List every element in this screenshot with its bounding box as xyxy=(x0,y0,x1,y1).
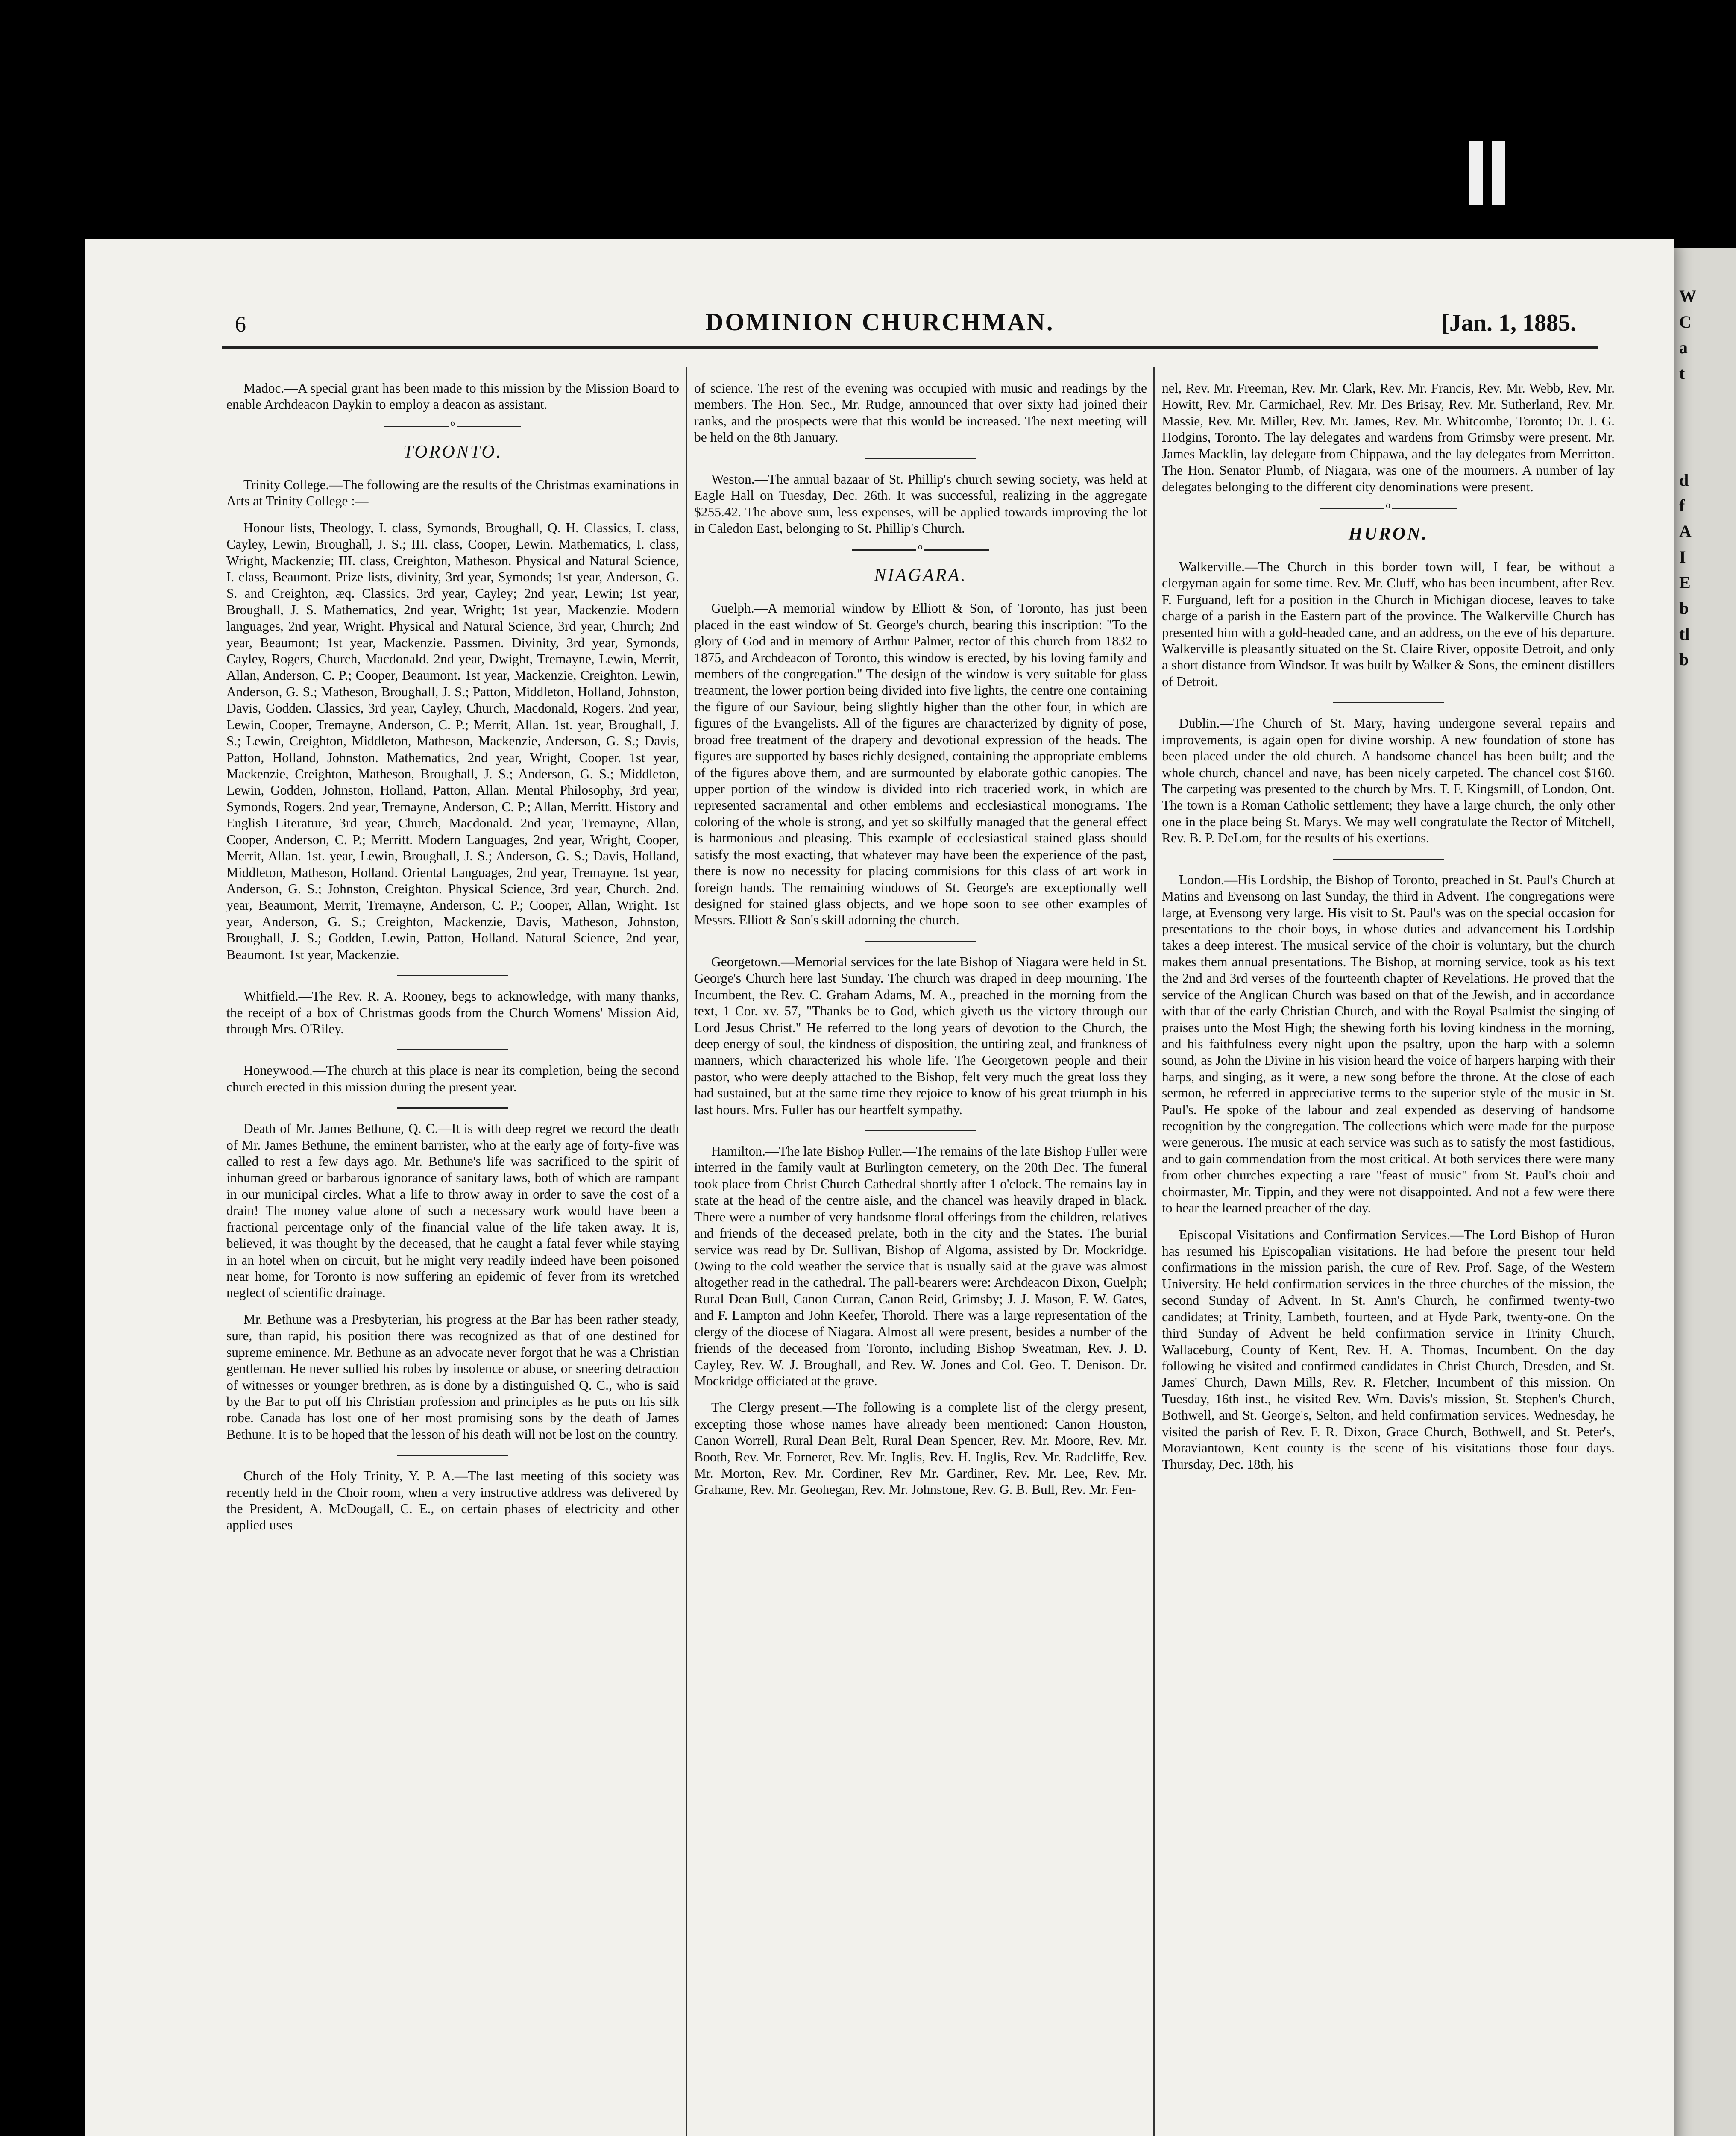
edge-letter: a xyxy=(1679,338,1688,357)
article-trinity-intro: Trinity College.—The following are the results of the Christmas examinations in Arts at Trinity College :— xyxy=(226,477,679,509)
article-separator xyxy=(1333,702,1444,703)
newspaper-page xyxy=(85,239,1674,2136)
crop-mark-bar xyxy=(1492,141,1505,205)
edge-letter: b xyxy=(1679,650,1689,669)
edge-letter: f xyxy=(1679,496,1685,515)
header-rule xyxy=(222,346,1598,349)
edge-letter: E xyxy=(1679,573,1691,592)
article-weston: Weston.—The annual bazaar of St. Phillip's church sewing society, was held at Eagle Hall on Tuesday, Dec. 26th. It was successful, realizing in the aggregate $255.42. The above sum, less expenses, will be applied towards improving the lot in Caledon East, belonging to St. Phillip's Church. xyxy=(694,471,1147,536)
article-separator xyxy=(865,1130,976,1131)
edge-letter: I xyxy=(1679,547,1686,566)
edge-letter: C xyxy=(1679,312,1692,332)
article-episcopal-visitations: Episcopal Visitations and Confirmation Services.—The Lord Bishop of Huron has resumed his Episcopalian visitations. He had before the present tour held confirmations in the mission parish, the cure of Rev. Prof. Sage, of the Western University. He held confirmation services in the three churches of the mission, the second Sunday of Advent. In St. Ann's Church, he confirmed twenty-two candidates; at Trinity, Lambeth, fourteen, and at Hyde Park, twenty-one. On the third Sunday of Advent he held confirmation service in Trinity Church, Wallaceburg, County of Kent, Rev. H. A. Thomas, Incumbent. On the day following he visited and confirmed candidates in Christ Church, Dresden, and St. James' Church, Dawn Mills, Rev. R. Fletcher, Incumbent of this mission. On Tuesday, 16th inst., he visited Rev. Wm. Davis's mission, St. Stephen's Church, Bothwell, and St. George's, Selton, and held confirmation services. Wednesday, he visited the parish of Rev. F. R. Dixon, Grace Church, Bothwell, and St. Peter's, Moraviantown, Kent county is the scene of his visitations those four days. Thursday, Dec. 18th, his xyxy=(1162,1227,1615,1472)
article-separator xyxy=(397,1049,508,1050)
edge-letter: tl xyxy=(1679,624,1690,643)
page-number: 6 xyxy=(235,312,246,337)
edge-letter: b xyxy=(1679,599,1689,618)
article-walkerville: Walkerville.—The Church in this border town will, I fear, be without a clergyman again for some time. Rev. Mr. Cluff, who has been incumbent, after Rev. F. Furguand, left for a position in the Church in Michigan diocese, leaves to take charge of a parish in the Eastern part of the province. The Walkerville Church has presented him with a gold-headed cane, and an address, on the eve of his departure. Walkerville is pleasantly situated on the St. Claire River, opposite Detroit, and only a short distance from Windsor. It was built by Walker & Sons, the eminent distillers of Detroit. xyxy=(1162,559,1615,689)
article-separator xyxy=(865,941,976,942)
article-dublin: Dublin.—The Church of St. Mary, having undergone several repairs and improvements, is again open for divine worship. A new foundation of stone has been placed under the old church. A handsome chancel has been built; and the whole church, chancel and nave, has been nicely carpeted. The chancel cost $160. The carpeting was presented to the church by Mrs. T. F. Kingsmill, of London, Ont. The town is a Roman Catholic settlement; they have a large church, the only other one in the place being St. Marys. We may well congratulate the Rector of Mitchell, Rev. B. P. DeLom, for the results of his exertions. xyxy=(1162,716,1615,846)
column-divider xyxy=(686,367,687,2136)
crop-mark-bar xyxy=(1469,141,1483,205)
issue-date: [Jan. 1, 1885. xyxy=(1441,310,1576,336)
section-heading-huron: HURON. xyxy=(1348,524,1428,544)
column-divider xyxy=(1153,367,1155,2136)
adjacent-page-edge xyxy=(1668,248,1736,2136)
article-separator xyxy=(397,1455,508,1456)
article-separator xyxy=(865,458,976,459)
article-separator xyxy=(397,1107,508,1109)
edge-letter: A xyxy=(1679,522,1692,541)
section-heading-toronto: TORONTO. xyxy=(403,442,503,462)
section-separator xyxy=(852,549,989,551)
article-bethune-career: Mr. Bethune was a Presbyterian, his progress at the Bar has been rather steady, sure, than rapid, his position there was recognized as that of one destined for supreme eminence. Mr. Bethune as an advocate never forgot that he was a Christian gentleman. He never sullied his robes by insolence or abuse, or sneering detraction of witnesses or younger brethren, as is done by a distinguished Q. C., who is said by the Bar to put off his Christian profession and principles as he puts on his silk robe. Canada has lost one of her most promising sons by the death of James Bethune. It is to be hoped that the lesson of his death will not be lost on the country. xyxy=(226,1312,679,1442)
article-separator xyxy=(1333,859,1444,860)
column-1 xyxy=(226,380,679,2136)
section-separator xyxy=(384,426,521,427)
article-holy-trinity: Church of the Holy Trinity, Y. P. A.—The last meeting of this society was recently held in the Choir room, when a very instructive address was delivered by the President, A. McDougall, C. E., on certain phases of electricity and other applied uses xyxy=(226,1468,679,1533)
top-crop-marks xyxy=(1469,141,1505,205)
article-trinity-results: Honour lists, Theology, I. class, Symonds, Broughall, Q. H. Classics, I. class, Cayley, Lewin, Broughall, J. S.; III. class, Cooper, Lewin. Mathematics, I. class, Wright, Mackenzie; III. class, Creighton, Matheson. Physical and Natural Science, I. class, Beaumont. Prize lists, divinity, 3rd year, Symonds; 1st year, Anderson, G. S. and Creighton, æq. Classics, 3rd year, Cayley; 2nd year, Lewin; 1st year, Broughall, J. S. Mathematics, 2nd year, Wright; 1st year, Mackenzie. Modern languages, 2nd year, Wright. Physical and Natural Science, 3rd year, Church; 2nd year, Beaumont; 1st year, Mackenzie. Passmen. Divinity, 3rd year, Symonds, Cayley, Rogers, Church, Macdonald. 2nd year, Dwight, Tremayne, Lewin, Merrit, Allan, Anderson, C. P.; Cooper, Beaumont. 1st year, Mackenzie, Creighton, Lewin, Anderson, G. S.; Matheson, Broughall, J. S.; Patton, Middleton, Holland, Johnston, Davis, Godden. Classics, 3rd year, Cayley, Church, Macdonald, Rogers. 2nd year, Lewin, Cooper, Tremayne, Anderson, C. P.; Merrit, Allan. 1st. year, Broughall, J. S.; Lewin, Creighton, Middleton, Matheson, Mackenzie, Anderson, G. S.; Davis, Patton, Holland, Johnston. Mathematics, 2nd year, Wright, Cooper. 1st year, Mackenzie, Creighton, Matheson, Broughall, J. S.; Anderson, G. S.; Middleton, Lewin, Godden, Johnston, Holland, Patton, Allan. Mental Philosophy, 3rd year, Symonds, Rogers. 2nd year, Tremayne, Anderson, C. P.; Allan, Merritt. History and English Literature, 3rd year, Church, Macdonald. 2nd year, Tremayne, Allan, Cooper, Anderson, C. P.; Merritt. Modern Languages, 2nd year, Wright, Cooper, Merrit, Allan. 1st. year, Lewin, Broughall, J. S.; Anderson, G. S.; Davis, Holland, Middleton, Matheson, Holland. Oriental Languages, 2nd year, Tremayne. 1st year, Anderson, G. S.; Johnston, Creighton. Physical Science, 3rd year, Church. 2nd. year, Beaumont, Merrit, Tremayne, Anderson, C. P.; Cooper, Allan, Wright. 1st year, Anderson, G. S.; Creighton, Mackenzie, Davis, Matheson, Johnston, Broughall, J. S.; Godden, Lewin, Patton, Holland. Natural Science, 2nd year, Beaumont. 1st year, Mackenzie. xyxy=(226,520,679,962)
page-header xyxy=(85,303,1674,350)
section-heading-niagara: NIAGARA. xyxy=(874,566,967,586)
article-bethune-death: Death of Mr. James Bethune, Q. C.—It is with deep regret we record the death of Mr. James Bethune, the eminent barrister, who at the early age of forty-five was called to rest a few days ago. Mr. Bethune's life was sacrificed to the spirit of inhuman greed or barbarous ignorance of sanitary laws, both of which are rampant in our municipal circles. What a life to throw away in order to save the cost of a drain! The money value alone of such a necessary work would have been a fractional percentage only of the financial value of the life taken away. It is, believed, it was thought by the deceased, that he caught a fatal fever while staying in an hotel when on circuit, but he might very readily indeed have been poisoned near home, for Toronto is now suffering an epidemic of fever from its wretched neglect of scientific drainage. xyxy=(226,1121,679,1300)
column-3 xyxy=(1162,380,1615,2136)
article-separator xyxy=(397,975,508,976)
masthead-title: DOMINION CHURCHMAN. xyxy=(705,308,1055,336)
article-holy-trinity-cont: of science. The rest of the evening was occupied with music and readings by the members. The Hon. Sec., Mr. Rudge, announced that over sixty had joined their ranks, and the prospects were that this would be increased. The next meeting will be held on the 8th January. xyxy=(694,381,1147,445)
article-georgetown: Georgetown.—Memorial services for the late Bishop of Niagara were held in St. George's Church here last Sunday. The church was draped in deep mourning. The Incumbent, the Rev. C. Graham Adams, M. A., preached in the morning from the text, 1 Cor. xv. 57, "Thanks be to God, which giveth us the victory through our Lord Jesus Christ." He referred to the long years of devotion to the Church, the deep energy of soul, the kindness of disposition, the untiring zeal, and frankness of manners, which characterized his whole life. The Georgetown people and their pastor, who were deeply attached to the Bishop, felt very much the great loss they had sustained, but at the same time they rejoice to know of his great triumph in his last hours. Mrs. Fuller has our heartfelt sympathy. xyxy=(694,954,1147,1117)
article-london: London.—His Lordship, the Bishop of Toronto, preached in St. Paul's Church at Matins and Evensong on last Sunday, the third in Advent. The congregations were large, at Evensong very large. His visit to St. Paul's was on the special occasion for presentations to the choir boys, in whose duties and advancement his Lordship takes a deep interest. The musical service of the choir is voluntary, but the church makes them annual presentations. The Bishop, at morning service, took as his text the 2nd and 3rd verses of the fourteenth chapter of Revelations. He proved that the service of the Anglican Church was based on that of the Jewish, and in accordance with that of the early Christian Church, and with the Royal Psalmist the singing of praises unto the Most High; the shewing forth his loving kindness in the morning, and his faithfulness every night upon the psaltry, upon the harp with a solemn sound, as John the Divine in his vision heard the voice of harpers harping with their harps, and singing, as it were, a new song before the throne. At the close of each sermon, he referred in appreciative terms to the superior style of the music in St. Paul's. He spoke of the labour and zeal expended as deserving of handsome recognition by the congregation. The collections which were made for the purpose were generous. The music at each service was such as to satisfy the most fastidious, and to gain commendation from the most critical. At both services there were many from other churches expecting a rare "feast of music" from St. Paul's choir and choirmaster, Mr. Tippin, and they were not disappointed. And not a few were there to hear the learned preacher of the day. xyxy=(1162,872,1615,1216)
section-separator xyxy=(1320,508,1457,509)
edge-letter: W xyxy=(1679,287,1696,306)
edge-letter: t xyxy=(1679,364,1685,383)
article-honeywood: Honeywood.—The church at this place is near its completion, being the second church erected in this mission during the present year. xyxy=(226,1063,679,1094)
article-clergy-present: The Clergy present.—The following is a complete list of the clergy present, excepting those whose names have already been mentioned: Canon Houston, Canon Worrell, Rural Dean Belt, Rural Dean Spencer, Rev. Mr. Moore, Rev. Mr. Booth, Rev. Mr. Forneret, Rev. Mr. Inglis, Rev. H. Inglis, Rev. Mr. Radcliffe, Rev. Mr. Morton, Rev. Mr. Cordiner, Rev Mr. Gardiner, Rev. Mr. Lee, Rev. Mr. Grahame, Rev. Mr. Geohegan, Rev. Mr. Johnstone, Rev. G. B. Bull, Rev. Mr. Fen- xyxy=(694,1400,1147,1497)
article-clergy-cont: nel, Rev. Mr. Freeman, Rev. Mr. Clark, Rev. Mr. Francis, Rev. Mr. Webb, Rev. Mr. Howitt, Rev. Mr. Carmichael, Rev. Mr. Des Brisay, Rev. Mr. Sutherland, Rev. Mr. Massie, Rev. Mr. Miller, Rev. Mr. James, Rev. Mr. Whitcombe, Toronto; Dr. J. G. Hodgins, Toronto. The lay delegates and wardens from Grimsby were present. Mr. James Macklin, lay delegate from Chippawa, and the lay delegates from Merritton. The Hon. Senator Plumb, of Niagara, was one of the mourners. A number of lay delegates belonging to the different city denominations were present. xyxy=(1162,381,1615,494)
article-madoc: Madoc.—A special grant has been made to this mission by the Mission Board to enable Archdeacon Daykin to employ a deacon as assistant. xyxy=(226,381,679,412)
column-2 xyxy=(694,380,1147,2136)
edge-letter: d xyxy=(1679,470,1689,490)
article-whitfield: Whitfield.—The Rev. R. A. Rooney, begs to acknowledge, with many thanks, the receipt of a box of Christmas goods from the Church Womens' Mission Aid, through Mrs. O'Riley. xyxy=(226,989,679,1036)
article-guelph: Guelph.—A memorial window by Elliott & Son, of Toronto, has just been placed in the east window of St. George's church, bearing this inscription: "To the glory of God and in memory of Arthur Palmer, rector of this church from 1832 to 1875, and Archdeacon of Toronto, this window is erected, by his loving family and members of the congregation." The design of the window is very suitable for glass treatment, the lower portion being divided into five lights, the centre one containing the figure of our Saviour, being slightly higher than the other four, in which are figures of the Evangelists. All of the figures are characterized by dignity of pose, broad free treatment of the drapery and devotional expression of the heads. The figures are supported by bases richly designed, containing the appropriate emblems of the figures above them, and are surmounted by elaborate gothic canopies. The upper portion of the window is divided into rich traceried work, in which are represented sacramental and other emblems and ecclesiastical monograms. The coloring of the whole is strong, and yet so skilfully managed that the general effect is harmonious and pleasing. This example of ecclesiastical stained glass should satisfy the most exacting, that whatever may have been the experience of the past, there is now no necessity for placing commisions for this class of art work in foreign hands. The remaining windows of St. George's are exceptionally well designed for stained glass objects, and we hope soon to see other examples of Messrs. Elliott & Son's skill adorning the church. xyxy=(694,601,1147,928)
article-hamilton: Hamilton.—The late Bishop Fuller.—The remains of the late Bishop Fuller were interred in the family vault at Burlington cemetery, on the 20th Dec. The funeral took place from Christ Church Cathedral shortly after 1 o'clock. The remains lay in state at the head of the centre aisle, and the chancel was heavily draped in black. There were a number of very handsome floral offerings from the children, relatives and friends of the deceased prelate, both in the city and the States. The burial service was read by Dr. Sullivan, Bishop of Algoma, assisted by Dr. Mockridge. Owing to the cold weather the service that is usually said at the grave was almost altogether read in the cathedral. The pall-bearers were: Archdeacon Dixon, Guelph; Rural Dean Bull, Canon Curran, Canon Reid, Grimsby; J. J. Mason, F. W. Gates, and F. Lampton and John Keefer, Thorold. There was a large representation of the clergy of the diocese of Niagara. Almost all were present, besides a number of the friends of the deceased from Toronto, including Bishop Sweatman, Rev. J. D. Cayley, Rev. W. J. Broughall, and Rev. W. Jones and Col. Geo. T. Denison. Dr. Mockridge officiated at the grave. xyxy=(694,1144,1147,1388)
